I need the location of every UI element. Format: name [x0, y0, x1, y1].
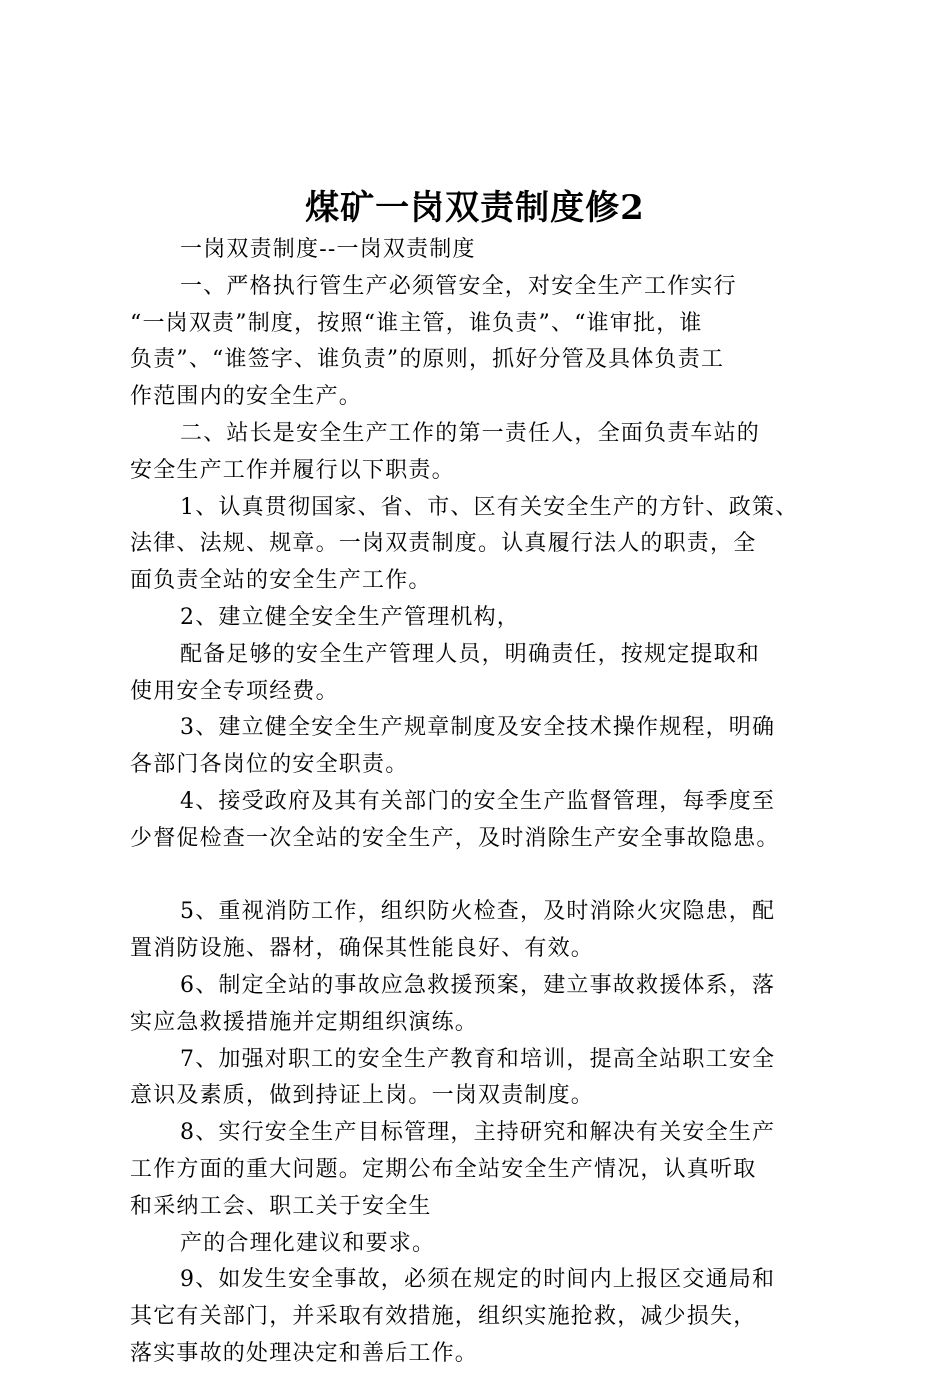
document-title: 煤矿一岗双责制度修2 — [305, 188, 645, 228]
paragraph-line: 其它有关部门，并采取有效措施，组织实施抢救，减少损失， — [130, 1304, 757, 1330]
paragraph-line: 配备足够的安全生产管理人员，明确责任，按规定提取和 — [180, 641, 761, 667]
paragraph-line: “一岗双责”制度，按照“谁主管，谁负责”、“谁审批，谁 — [130, 310, 703, 336]
paragraph-line: 7、加强对职工的安全生产教育和培训，提高全站职工安全 — [180, 1046, 776, 1072]
paragraph-line: 6、制定全站的事故应急救援预案，建立事故救援体系，落 — [180, 972, 776, 998]
paragraph-line: 1、认真贯彻国家、省、市、区有关安全生产的方针、政策、 — [180, 494, 799, 520]
paragraph-line: 面负责全站的安全生产工作。 — [130, 568, 432, 594]
paragraph-line: 一岗双责制度--一岗双责制度 — [180, 237, 476, 262]
paragraph-line: 负责”、“谁签字、谁负责”的原则，抓好分管及具体负责工 — [130, 347, 725, 373]
paragraph-line: 置消防设施、器材，确保其性能良好、有效。 — [130, 936, 595, 962]
paragraph-line: 5、重视消防工作，组织防火检查，及时消除火灾隐患，配 — [180, 899, 776, 925]
paragraph-line: 9、如发生安全事故，必须在规定的时间内上报区交通局和 — [180, 1267, 776, 1293]
paragraph-line: 3、建立健全安全生产规章制度及安全技术操作规程，明确 — [180, 715, 776, 741]
paragraph-line: 安全生产工作并履行以下职责。 — [130, 457, 455, 483]
paragraph-line: 落实事故的处理决定和善后工作。 — [130, 1340, 479, 1366]
paragraph-line: 意识及素质，做到持证上岗。一岗双责制度。 — [130, 1083, 595, 1109]
document-body — [130, 232, 842, 1373]
paragraph-line: 产的合理化建议和要求。 — [180, 1230, 436, 1256]
blank-line — [130, 858, 842, 895]
paragraph-line: 各部门各岗位的安全职责。 — [130, 752, 409, 778]
paragraph-line: 少督促检查一次全站的安全生产，及时消除生产安全事故隐患。 — [130, 825, 780, 851]
paragraph-line: 使用安全专项经费。 — [130, 678, 339, 704]
paragraph-line: 法律、法规、规章。一岗双责制度。认真履行法人的职责，全 — [130, 531, 757, 557]
paragraph-line: 2、建立健全安全生产管理机构， — [180, 604, 520, 630]
paragraph-line: 作范围内的安全生产。 — [130, 384, 363, 410]
paragraph-line: 二、站长是安全生产工作的第一责任人，全面负责车站的 — [180, 420, 761, 446]
paragraph-line: 实应急救援措施并定期组织演练。 — [130, 1009, 479, 1035]
paragraph-line: 工作方面的重大问题。定期公布全站安全生产情况，认真听取 — [130, 1156, 757, 1182]
paragraph-line: 4、接受政府及其有关部门的安全生产监督管理，每季度至 — [180, 788, 776, 814]
paragraph-line: 8、实行安全生产目标管理，主持研究和解决有关安全生产 — [180, 1120, 776, 1146]
paragraph-line: 和采纳工会、职工关于安全生 — [130, 1193, 432, 1219]
paragraph-line: 一、严格执行管生产必须管安全，对安全生产工作实行 — [180, 273, 737, 299]
